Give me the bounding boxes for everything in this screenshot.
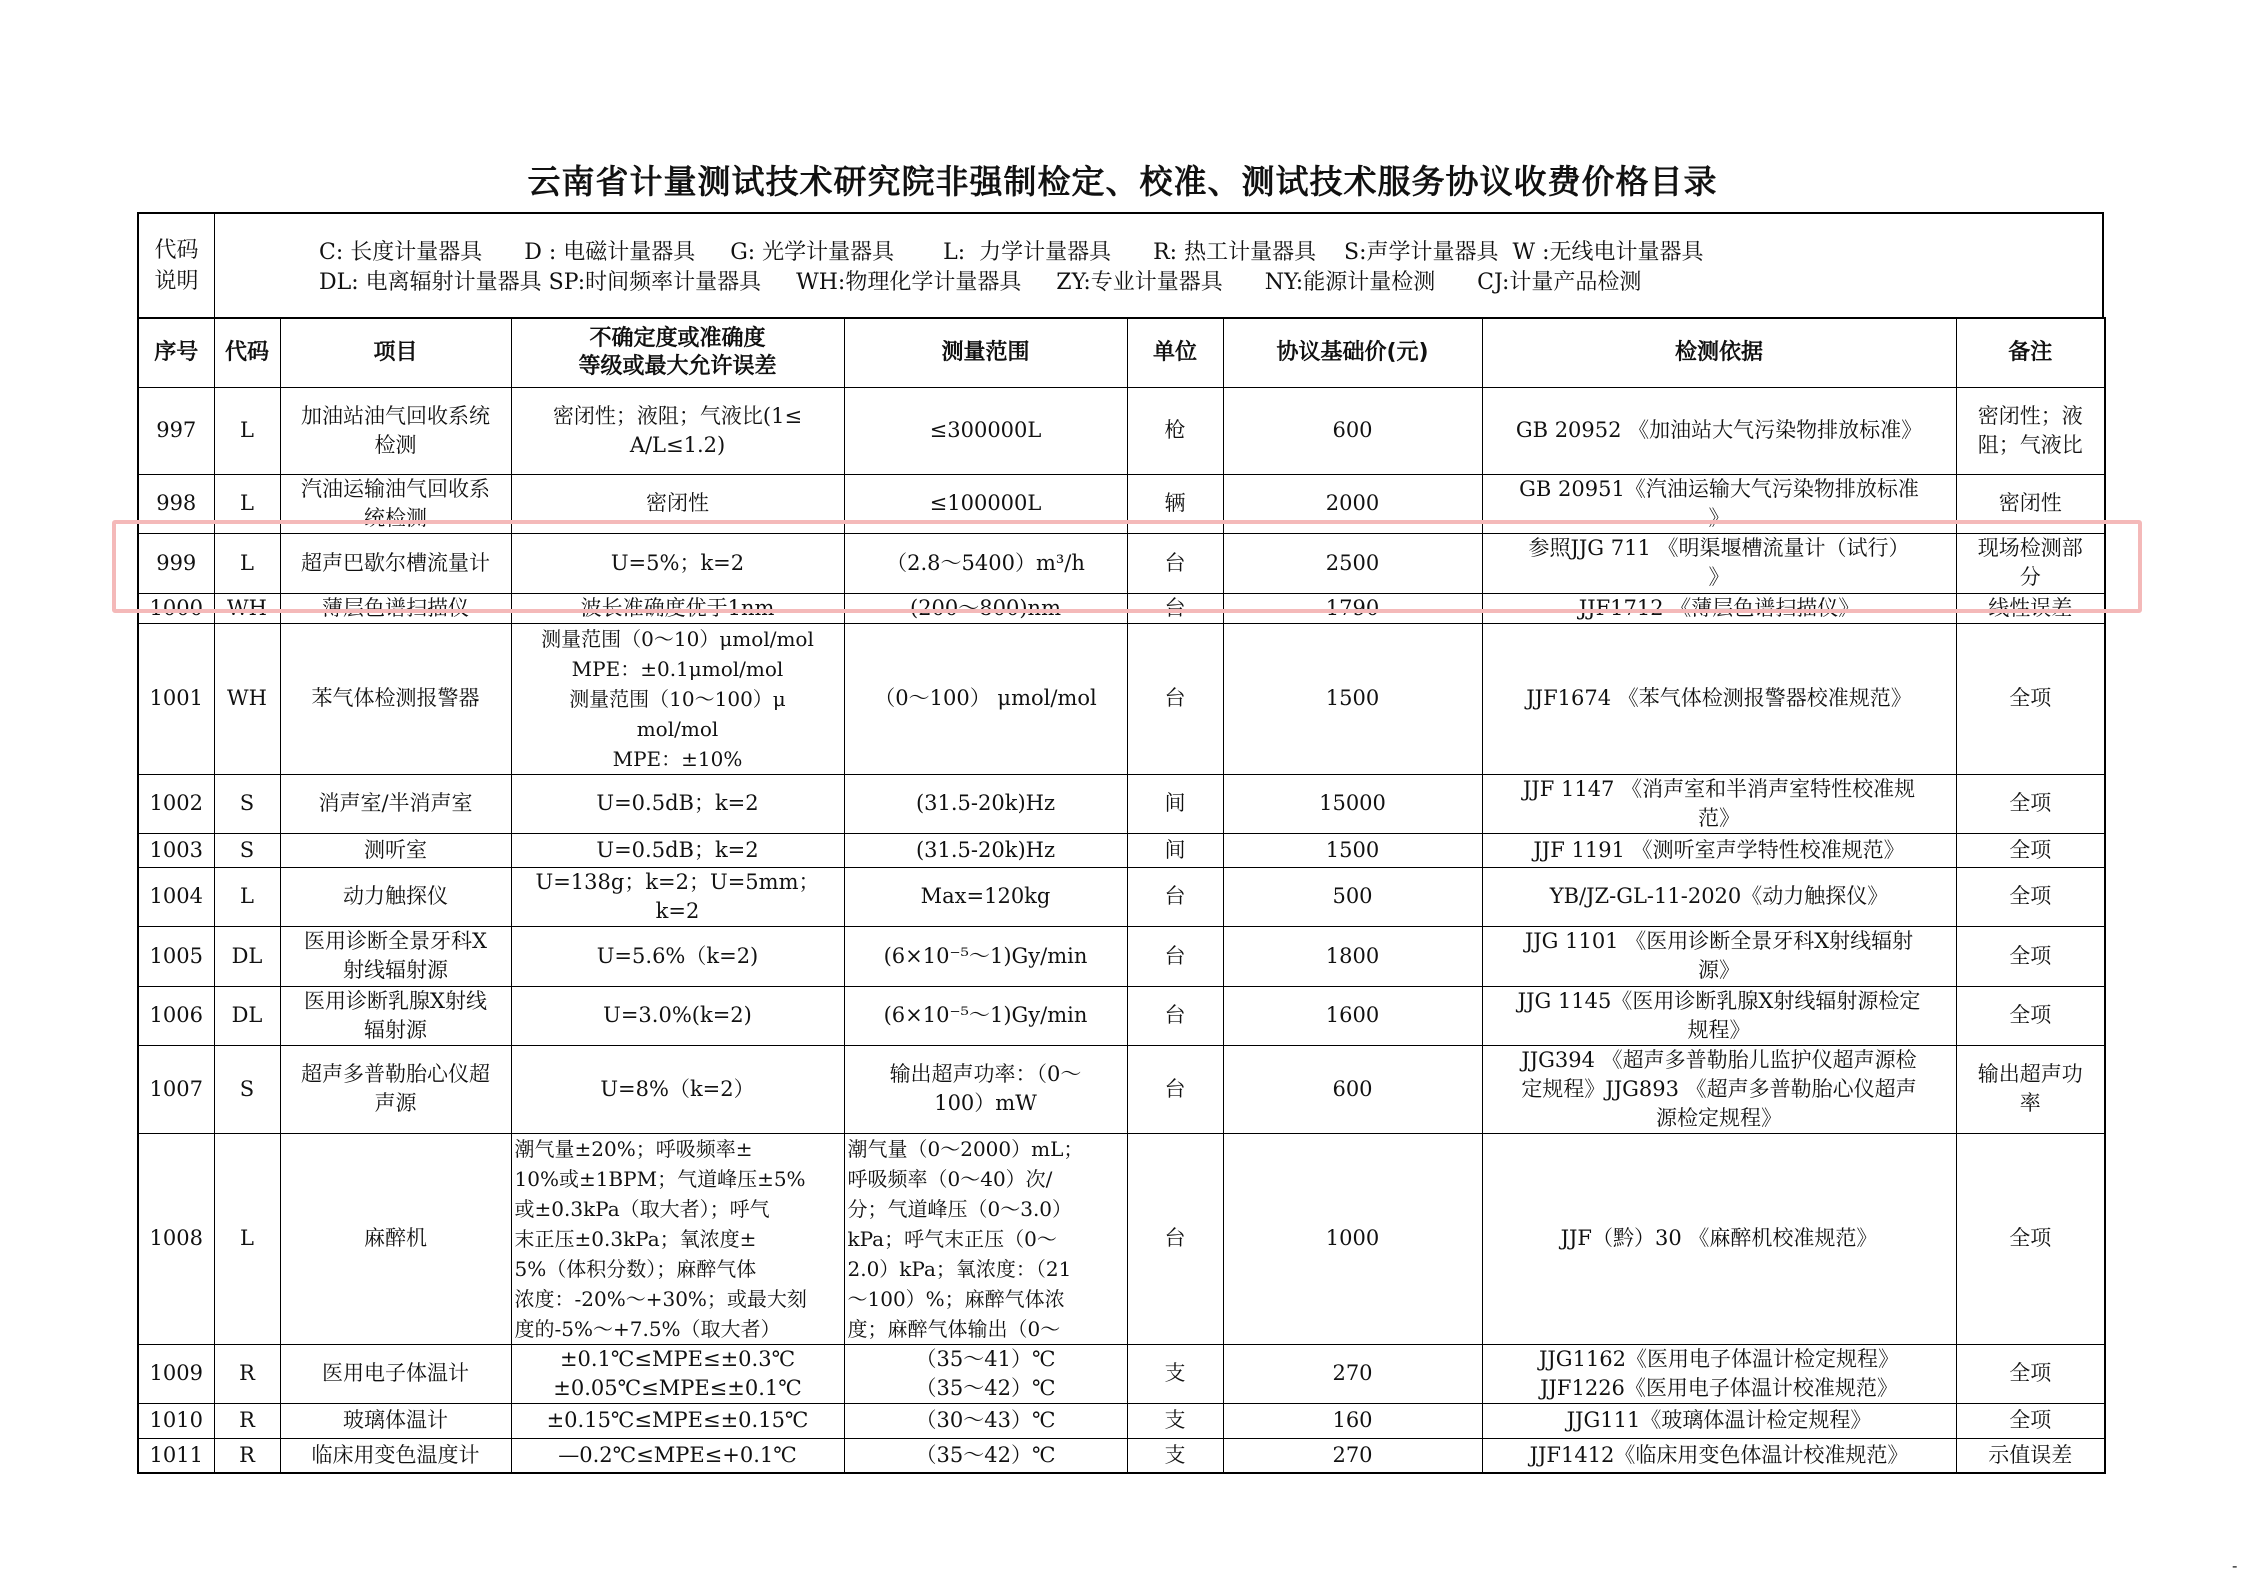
table-row: [138, 593, 2105, 623]
cell-range: (31.5-20k)Hz: [844, 774, 1127, 833]
cell-seq: 1005: [138, 926, 214, 986]
header-item: 项目: [280, 318, 511, 387]
cell-code: L: [214, 474, 280, 533]
cell-range: (6×10⁻⁵～1)Gy/min: [844, 986, 1127, 1045]
table-row: [138, 387, 2105, 474]
cell-remark: 输出超声功 率: [1956, 1045, 2105, 1133]
cell-unit: 台: [1127, 593, 1223, 623]
table-row: [138, 926, 2105, 986]
cell-basis: JJG1162《医用电子体温计检定规程》 JJF1226《医用电子体温计校准规范》: [1482, 1344, 1956, 1403]
cell-remark: 全项: [1956, 774, 2105, 833]
cell-unit: 台: [1127, 867, 1223, 926]
cell-item: 超声多普勒胎心仪超 声源: [280, 1045, 511, 1133]
cell-remark: 线性误差: [1956, 593, 2105, 623]
cell-price: 1500: [1223, 623, 1482, 774]
cell-remark: 密闭性；液 阻；气液比: [1956, 387, 2105, 474]
cell-item: 加油站油气回收系统 检测: [280, 387, 511, 474]
cell-item: 玻璃体温计: [280, 1403, 511, 1438]
table-row: [138, 1403, 2105, 1438]
cell-range: （35～41）℃ （35～42）℃: [844, 1344, 1127, 1403]
header-basis: 检测依据: [1482, 318, 1956, 387]
header-range: 测量范围: [844, 318, 1127, 387]
header-price: 协议基础价(元): [1223, 318, 1482, 387]
cell-seq: 1006: [138, 986, 214, 1045]
cell-basis: JJG111《玻璃体温计检定规程》: [1482, 1403, 1956, 1438]
cell-unit: 支: [1127, 1438, 1223, 1473]
cell-uncertainty: 测量范围（0～10）μmol/mol MPE：±0.1μmol/mol 测量范围（10～100）μ mol/mol MPE：±10%: [511, 623, 844, 774]
cell-unit: 台: [1127, 1045, 1223, 1133]
table-row: [138, 623, 2105, 774]
cell-uncertainty: —0.2℃≤MPE≤+0.1℃: [511, 1438, 844, 1473]
cell-basis: GB 20951《汽油运输大气污染物排放标准 》: [1482, 474, 1956, 533]
table-row: [138, 1438, 2105, 1473]
cell-item: 临床用变色温度计: [280, 1438, 511, 1473]
cell-range: （35～42）℃: [844, 1438, 1127, 1473]
cell-range: Max=120kg: [844, 867, 1127, 926]
cell-seq: 998: [138, 474, 214, 533]
code-legend-body: [319, 238, 1704, 298]
cell-unit: 间: [1127, 833, 1223, 867]
cell-code: R: [214, 1438, 280, 1473]
cell-item: 医用电子体温计: [280, 1344, 511, 1403]
code-legend-label-line2: 说明: [154, 269, 199, 294]
cell-seq: 1010: [138, 1403, 214, 1438]
cell-code: DL: [214, 926, 280, 986]
table-row: [138, 833, 2105, 867]
cell-code: DL: [214, 986, 280, 1045]
cell-item: 麻醉机: [280, 1133, 511, 1344]
cell-seq: 1007: [138, 1045, 214, 1133]
cell-code: L: [214, 1133, 280, 1344]
cell-code: S: [214, 1045, 280, 1133]
header-uncertainty: 不确定度或准确度 等级或最大允许误差: [511, 318, 844, 387]
cell-price: 2500: [1223, 533, 1482, 593]
cell-seq: 1004: [138, 867, 214, 926]
cell-range: (6×10⁻⁵～1)Gy/min: [844, 926, 1127, 986]
code-legend-line1: C: 长度计量器具 D : 电磁计量器具 G: 光学计量器具 L: 力学计量器具 R: 热工计量器具 S:声学计量器具 W :无线电计量器具: [319, 240, 1704, 265]
cell-price: 160: [1223, 1403, 1482, 1438]
page-title: 云南省计量测试技术研究院非强制检定、校准、测试技术服务协议收费价格目录: [527, 162, 1718, 201]
price-table: [137, 317, 2106, 1474]
table-header-row: [138, 318, 2105, 387]
cell-remark: 现场检测部 分: [1956, 533, 2105, 593]
cell-basis: JJG394 《超声多普勒胎儿监护仪超声源检 定规程》JJG893 《超声多普勒胎心仪超声 源检定规程》: [1482, 1045, 1956, 1133]
cell-item: 汽油运输油气回收系 统检测: [280, 474, 511, 533]
cell-price: 1800: [1223, 926, 1482, 986]
cell-range: 输出超声功率：（0～ 100）mW: [844, 1045, 1127, 1133]
code-legend-line2: DL: 电离辐射计量器具 SP:时间频率计量器具 WH:物理化学计量器具 ZY:专业计量器具 NY:能源计量检测 CJ:计量产品检测: [319, 270, 1642, 295]
cell-range: （2.8～5400）m³/h: [844, 533, 1127, 593]
cell-code: WH: [214, 593, 280, 623]
code-legend-label: [139, 214, 215, 318]
cell-price: 1500: [1223, 833, 1482, 867]
cell-code: R: [214, 1403, 280, 1438]
cell-item: 测听室: [280, 833, 511, 867]
cell-seq: 997: [138, 387, 214, 474]
cell-code: L: [214, 867, 280, 926]
table-row: [138, 1045, 2105, 1133]
cell-unit: 台: [1127, 623, 1223, 774]
cell-uncertainty: U=138g；k=2；U=5mm；k=2: [511, 867, 844, 926]
cell-item: 超声巴歇尔槽流量计: [280, 533, 511, 593]
cell-basis: JJF 1147 《消声室和半消声室特性校准规 范》: [1482, 774, 1956, 833]
cell-range: 潮气量（0～2000）mL； 呼吸频率（0～40）次/ 分；气道峰压（0～3.0） kPa；呼气末正压（0～ 2.0）kPa；氧浓度：（21 ～100）%；麻醉气体浓 度；麻醉气体输出（0～: [844, 1133, 1127, 1344]
header-remark: 备注: [1956, 318, 2105, 387]
cell-code: S: [214, 833, 280, 867]
cell-seq: 1003: [138, 833, 214, 867]
table-row: [138, 986, 2105, 1045]
cell-basis: JJF1712 《薄层色谱扫描仪》: [1482, 593, 1956, 623]
table-row: [138, 474, 2105, 533]
cell-price: 270: [1223, 1344, 1482, 1403]
cell-range: （0～100） μmol/mol: [844, 623, 1127, 774]
cell-range: ≤100000L: [844, 474, 1127, 533]
cell-unit: 台: [1127, 986, 1223, 1045]
cell-range: (200～800)nm: [844, 593, 1127, 623]
cell-uncertainty: U=0.5dB；k=2: [511, 833, 844, 867]
cell-basis: JJF 1191 《测听室声学特性校准规范》: [1482, 833, 1956, 867]
cell-price: 1790: [1223, 593, 1482, 623]
header-code: 代码: [214, 318, 280, 387]
cell-seq: 1011: [138, 1438, 214, 1473]
cell-remark: 全项: [1956, 867, 2105, 926]
cell-item: 苯气体检测报警器: [280, 623, 511, 774]
cell-item: 医用诊断乳腺X射线 辐射源: [280, 986, 511, 1045]
cell-uncertainty: ±0.15℃≤MPE≤±0.15℃: [511, 1403, 844, 1438]
cell-code: S: [214, 774, 280, 833]
cell-code: L: [214, 533, 280, 593]
table-row: [138, 533, 2105, 593]
cell-remark: 全项: [1956, 986, 2105, 1045]
cell-remark: 密闭性: [1956, 474, 2105, 533]
cell-uncertainty: ±0.1℃≤MPE≤±0.3℃ ±0.05℃≤MPE≤±0.1℃: [511, 1344, 844, 1403]
cell-uncertainty: U=8%（k=2）: [511, 1045, 844, 1133]
table-row: [138, 867, 2105, 926]
cell-uncertainty: U=0.5dB；k=2: [511, 774, 844, 833]
cell-price: 600: [1223, 1045, 1482, 1133]
cell-price: 2000: [1223, 474, 1482, 533]
cell-uncertainty: 波长准确度优于1nm: [511, 593, 844, 623]
cell-remark: 全项: [1956, 926, 2105, 986]
cell-price: 15000: [1223, 774, 1482, 833]
cell-unit: 台: [1127, 926, 1223, 986]
cell-unit: 台: [1127, 1133, 1223, 1344]
code-legend-label-line1: 代码: [154, 238, 199, 263]
cell-code: WH: [214, 623, 280, 774]
cell-remark: 全项: [1956, 1403, 2105, 1438]
cell-unit: 间: [1127, 774, 1223, 833]
cell-seq: 1002: [138, 774, 214, 833]
cell-uncertainty: 密闭性；液阻；气液比(1≤ A/L≤1.2): [511, 387, 844, 474]
cell-item: 薄层色谱扫描仪: [280, 593, 511, 623]
cell-uncertainty: U=5.6%（k=2): [511, 926, 844, 986]
cell-price: 500: [1223, 867, 1482, 926]
cell-unit: 枪: [1127, 387, 1223, 474]
cell-range: （30～43）℃: [844, 1403, 1127, 1438]
cell-basis: YB/JZ-GL-11-2020《动力触探仪》: [1482, 867, 1956, 926]
cell-seq: 1001: [138, 623, 214, 774]
cell-basis: JJF（黔）30 《麻醉机校准规范》: [1482, 1133, 1956, 1344]
cell-item: 医用诊断全景牙科X 射线辐射源: [280, 926, 511, 986]
cell-basis: JJG 1145《医用诊断乳腺X射线辐射源检定 规程》: [1482, 986, 1956, 1045]
cell-unit: 支: [1127, 1403, 1223, 1438]
cell-price: 270: [1223, 1438, 1482, 1473]
cell-unit: 支: [1127, 1344, 1223, 1403]
table-row: [138, 1133, 2105, 1344]
cell-seq: 1009: [138, 1344, 214, 1403]
cell-remark: 全项: [1956, 833, 2105, 867]
cell-code: R: [214, 1344, 280, 1403]
cell-item: 消声室/半消声室: [280, 774, 511, 833]
cell-seq: 1000: [138, 593, 214, 623]
cell-basis: 参照JJG 711 《明渠堰槽流量计（试行） 》: [1482, 533, 1956, 593]
cell-remark: 全项: [1956, 1344, 2105, 1403]
cell-remark: 全项: [1956, 1133, 2105, 1344]
header-seq: 序号: [138, 318, 214, 387]
cell-uncertainty: U=5%；k=2: [511, 533, 844, 593]
cell-remark: 示值误差: [1956, 1438, 2105, 1473]
cell-price: 1600: [1223, 986, 1482, 1045]
cell-remark: 全项: [1956, 623, 2105, 774]
corner-mark: -: [2232, 1556, 2238, 1575]
cell-unit: 辆: [1127, 474, 1223, 533]
cell-basis: JJG 1101 《医用诊断全景牙科X射线辐射 源》: [1482, 926, 1956, 986]
table-row: [138, 1344, 2105, 1403]
cell-range: ≤300000L: [844, 387, 1127, 474]
cell-basis: JJF1412《临床用变色体温计校准规范》: [1482, 1438, 1956, 1473]
cell-uncertainty: 密闭性: [511, 474, 844, 533]
cell-item: 动力触探仪: [280, 867, 511, 926]
cell-range: (31.5-20k)Hz: [844, 833, 1127, 867]
cell-price: 600: [1223, 387, 1482, 474]
cell-uncertainty: 潮气量±20%；呼吸频率± 10%或±1BPM；气道峰压±5% 或±0.3kPa（取大者）；呼气 末正压±0.3kPa；氧浓度± 5%（体积分数）；麻醉气体 浓度：-20%～+30%；或最大刻 度的-5%～+7.5%（取大者）: [511, 1133, 844, 1344]
cell-code: L: [214, 387, 280, 474]
cell-seq: 999: [138, 533, 214, 593]
cell-basis: GB 20952 《加油站大气污染物排放标准》: [1482, 387, 1956, 474]
cell-seq: 1008: [138, 1133, 214, 1344]
cell-uncertainty: U=3.0%(k=2): [511, 986, 844, 1045]
table-row: [138, 774, 2105, 833]
header-unit: 单位: [1127, 318, 1223, 387]
code-legend: [137, 212, 2104, 318]
cell-unit: 台: [1127, 533, 1223, 593]
cell-basis: JJF1674 《苯气体检测报警器校准规范》: [1482, 623, 1956, 774]
cell-price: 1000: [1223, 1133, 1482, 1344]
